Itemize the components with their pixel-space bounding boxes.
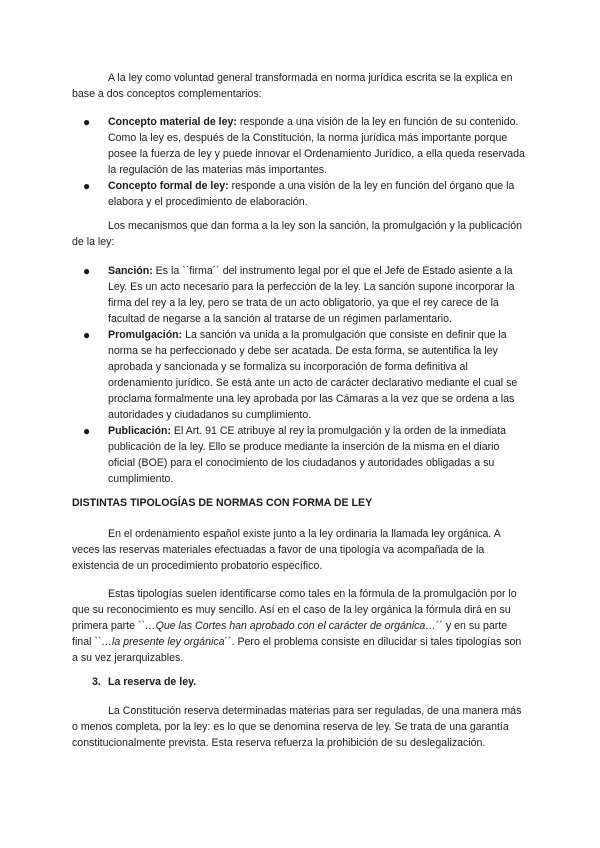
list-item: [72, 327, 528, 423]
conceptos-list: [72, 114, 528, 210]
reserva-paragraph: La Constitución reserva determinadas materias para ser reguladas, de una manera más o menos completa, por la ley: es lo que se denomina reserva de ley. Se trata de una garantía constitucionalmente prevista. Esta reserva refuerza la prohibición de su deslegalización.: [72, 705, 522, 749]
list-item: [72, 423, 528, 487]
bullet-icon: ●: [83, 328, 91, 342]
bullet-icon: ●: [83, 115, 91, 129]
section-heading-tipologias: DISTINTAS TIPOLOGÍAS DE NORMAS CON FORMA DE LEY: [72, 497, 373, 509]
section-title-reserva: La reserva de ley.: [108, 676, 197, 688]
mecanismos-list: [72, 263, 528, 487]
bullet-icon: ●: [83, 264, 91, 278]
list-item-text: responde a una visión de la ley en función de su contenido. Como la ley es, después de la Constitución, la norma jurídica más importante porque posee la fuerza de ley y puede innovar el Ordenamiento Jurídico, a ella queda reservada la regulación de las materias más importantes.: [108, 116, 525, 176]
quote-span: …Que las Cortes han aprobado con el carácter de orgánica…: [145, 620, 436, 632]
text-span: ´´ y en su parte final ``: [72, 620, 508, 648]
list-item-term: Publicación:: [108, 425, 171, 437]
list-item: [72, 263, 528, 327]
list-item-text: El Art. 91 CE atribuye al rey la promulgación y la orden de la inmediata publicación de la ley. Ello se produce mediante la inserción de la misma en el diario oficial (BOE) para el conocimiento de los ciudadanos y autoridades obligadas a su cumplimiento.: [108, 425, 507, 485]
list-item-term: Concepto formal de ley:: [108, 180, 229, 192]
intro-paragraph: A la ley como voluntad general transformada en norma jurídica escrita se la explica en base a dos conceptos complementarios:: [72, 72, 513, 100]
list-item-text: Es la ``firma´´ del instrumento legal por el que el Jefe de Estado asiente a la Ley. Es un acto necesario para la perfección de la ley. La sanción supone incorporar la firma del rey a la ley, pero se trata de un acto obligatorio, ya que el rey carece de la facultad de negarse a la sanción al tratarse de un régimen parlamentario.: [108, 265, 515, 325]
bullet-icon: ●: [83, 179, 91, 193]
list-item: [72, 178, 528, 210]
list-item-term: Concepto material de ley:: [108, 116, 237, 128]
text-span: ´´. Pero el problema consiste en dilucidar si tales tipologías son a su vez jerarquizables.: [72, 636, 522, 664]
bullet-icon: ●: [83, 424, 91, 438]
list-item-text: responde a una visión de la ley en función del órgano que la elabora y el procedimiento de elaboración.: [108, 180, 515, 208]
list-item: [72, 114, 528, 178]
list-item-term: Promulgación:: [108, 329, 183, 341]
mecanismos-intro-paragraph: Los mecanismos que dan forma a la ley son la sanción, la promulgación y la publicación de la ley:: [72, 220, 522, 248]
text-span: Estas tipologías suelen identificarse como tales en la fórmula de la promulgación por lo que su reconocimiento es muy sencillo. Así en el caso de la ley orgánica la fórmula dirá en su primera parte ``: [72, 588, 517, 632]
tipologias-paragraph-1: En el ordenamiento español existe junto a la ley ordinaria la llamada ley orgánica. A veces las reservas materiales efectuadas a favor de una tipología va acompañada de la existencia de un procedimiento probatorio específico.: [72, 528, 501, 572]
quote-span: …la presente ley orgánica: [101, 636, 225, 648]
list-item-term: Sanción:: [108, 265, 153, 277]
section-number: 3.: [92, 676, 101, 688]
list-item-text: La sanción va unida a la promulgación que consiste en definir que la norma se ha perfeccionado y debe ser acatada. De esta forma, se autentifica la ley aprobada y sancionada y se formaliza su incorporación de forma definitiva al ordenamiento jurídico. Se está ante un acto de carácter declarativo mediante el cual se proclama formalmente una ley aprobada por las Cámaras a la vez que se ordena a las autoridades y ciudadanos su cumplimiento.: [108, 329, 518, 421]
tipologias-paragraph-2: [72, 586, 528, 666]
